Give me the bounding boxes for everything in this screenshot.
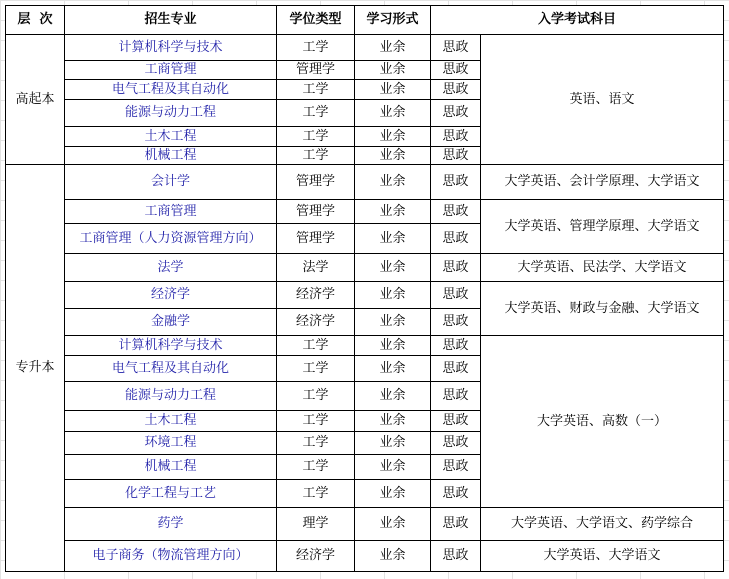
degree-cell: 工学 [277,100,355,127]
politics-cell: 思政 [431,356,481,382]
major-cell: 金融学 [65,309,277,336]
major-cell: 环境工程 [65,432,277,455]
mode-cell: 业余 [355,35,431,61]
table-row [6,508,724,541]
subjects-cell: 大学英语、会计学原理、大学语文 [481,165,724,200]
mode-cell: 业余 [355,411,431,432]
major-cell: 机械工程 [65,455,277,480]
degree-cell: 工学 [277,35,355,61]
politics-cell: 思政 [431,224,481,254]
major-cell: 会计学 [65,165,277,200]
subjects-cell: 大学英语、财政与金融、大学语文 [481,282,724,336]
politics-cell: 思政 [431,61,481,80]
major-cell: 电子商务（物流管理方向） [65,541,277,572]
header-major: 招生专业 [65,6,277,35]
table-row [6,200,724,224]
politics-cell: 思政 [431,432,481,455]
degree-cell: 工学 [277,455,355,480]
degree-cell: 管理学 [277,61,355,80]
mode-cell: 业余 [355,432,431,455]
degree-cell: 工学 [277,411,355,432]
politics-cell: 思政 [431,165,481,200]
politics-cell: 思政 [431,455,481,480]
table-row [6,254,724,282]
degree-cell: 法学 [277,254,355,282]
table-row [6,541,724,572]
major-cell: 计算机科学与技术 [65,35,277,61]
major-cell: 能源与动力工程 [65,100,277,127]
mode-cell: 业余 [355,224,431,254]
mode-cell: 业余 [355,282,431,309]
mode-cell: 业余 [355,455,431,480]
major-cell: 工商管理 [65,200,277,224]
header-degree: 学位类型 [277,6,355,35]
subjects-cell: 大学英语、管理学原理、大学语文 [481,200,724,254]
degree-cell: 理学 [277,508,355,541]
mode-cell: 业余 [355,165,431,200]
table-row [6,165,724,200]
degree-cell: 管理学 [277,200,355,224]
subjects-cell: 大学英语、大学语文 [481,541,724,572]
politics-cell: 思政 [431,100,481,127]
degree-cell: 工学 [277,80,355,100]
major-cell: 化学工程与工艺 [65,480,277,508]
mode-cell: 业余 [355,336,431,356]
degree-cell: 经济学 [277,309,355,336]
mode-cell: 业余 [355,508,431,541]
mode-cell: 业余 [355,541,431,572]
table-row [6,336,724,356]
mode-cell: 业余 [355,382,431,411]
mode-cell: 业余 [355,356,431,382]
mode-cell: 业余 [355,480,431,508]
politics-cell: 思政 [431,35,481,61]
degree-cell: 工学 [277,356,355,382]
major-cell: 土木工程 [65,411,277,432]
politics-cell: 思政 [431,147,481,165]
level-cell: 高起本 [6,35,65,165]
politics-cell: 思政 [431,336,481,356]
header-row [6,6,724,35]
degree-cell: 经济学 [277,541,355,572]
degree-cell: 工学 [277,336,355,356]
mode-cell: 业余 [355,80,431,100]
subjects-cell: 大学英语、高数（一） [481,336,724,508]
subjects-cell: 大学英语、大学语文、药学综合 [481,508,724,541]
subjects-cell: 大学英语、民法学、大学语文 [481,254,724,282]
degree-cell: 工学 [277,127,355,147]
politics-cell: 思政 [431,80,481,100]
politics-cell: 思政 [431,127,481,147]
major-cell: 法学 [65,254,277,282]
mode-cell: 业余 [355,147,431,165]
subjects-cell: 英语、语文 [481,35,724,165]
politics-cell: 思政 [431,282,481,309]
politics-cell: 思政 [431,508,481,541]
politics-cell: 思政 [431,254,481,282]
mode-cell: 业余 [355,200,431,224]
header-exam-subjects: 入学考试科目 [431,6,724,35]
major-cell: 计算机科学与技术 [65,336,277,356]
major-cell: 工商管理（人力资源管理方向） [65,224,277,254]
politics-cell: 思政 [431,541,481,572]
mode-cell: 业余 [355,309,431,336]
mode-cell: 业余 [355,254,431,282]
level-cell: 专升本 [6,165,65,572]
major-cell: 经济学 [65,282,277,309]
header-level: 层 次 [6,6,65,35]
degree-cell: 管理学 [277,165,355,200]
degree-cell: 工学 [277,432,355,455]
degree-cell: 管理学 [277,224,355,254]
table-row [6,35,724,61]
admissions-table [5,5,724,572]
politics-cell: 思政 [431,480,481,508]
politics-cell: 思政 [431,309,481,336]
table-row [6,282,724,309]
major-cell: 工商管理 [65,61,277,80]
mode-cell: 业余 [355,100,431,127]
mode-cell: 业余 [355,127,431,147]
politics-cell: 思政 [431,200,481,224]
politics-cell: 思政 [431,411,481,432]
degree-cell: 工学 [277,147,355,165]
degree-cell: 工学 [277,480,355,508]
degree-cell: 经济学 [277,282,355,309]
major-cell: 电气工程及其自动化 [65,80,277,100]
major-cell: 土木工程 [65,127,277,147]
mode-cell: 业余 [355,61,431,80]
major-cell: 电气工程及其自动化 [65,356,277,382]
politics-cell: 思政 [431,382,481,411]
header-mode: 学习形式 [355,6,431,35]
major-cell: 药学 [65,508,277,541]
major-cell: 能源与动力工程 [65,382,277,411]
degree-cell: 工学 [277,382,355,411]
major-cell: 机械工程 [65,147,277,165]
